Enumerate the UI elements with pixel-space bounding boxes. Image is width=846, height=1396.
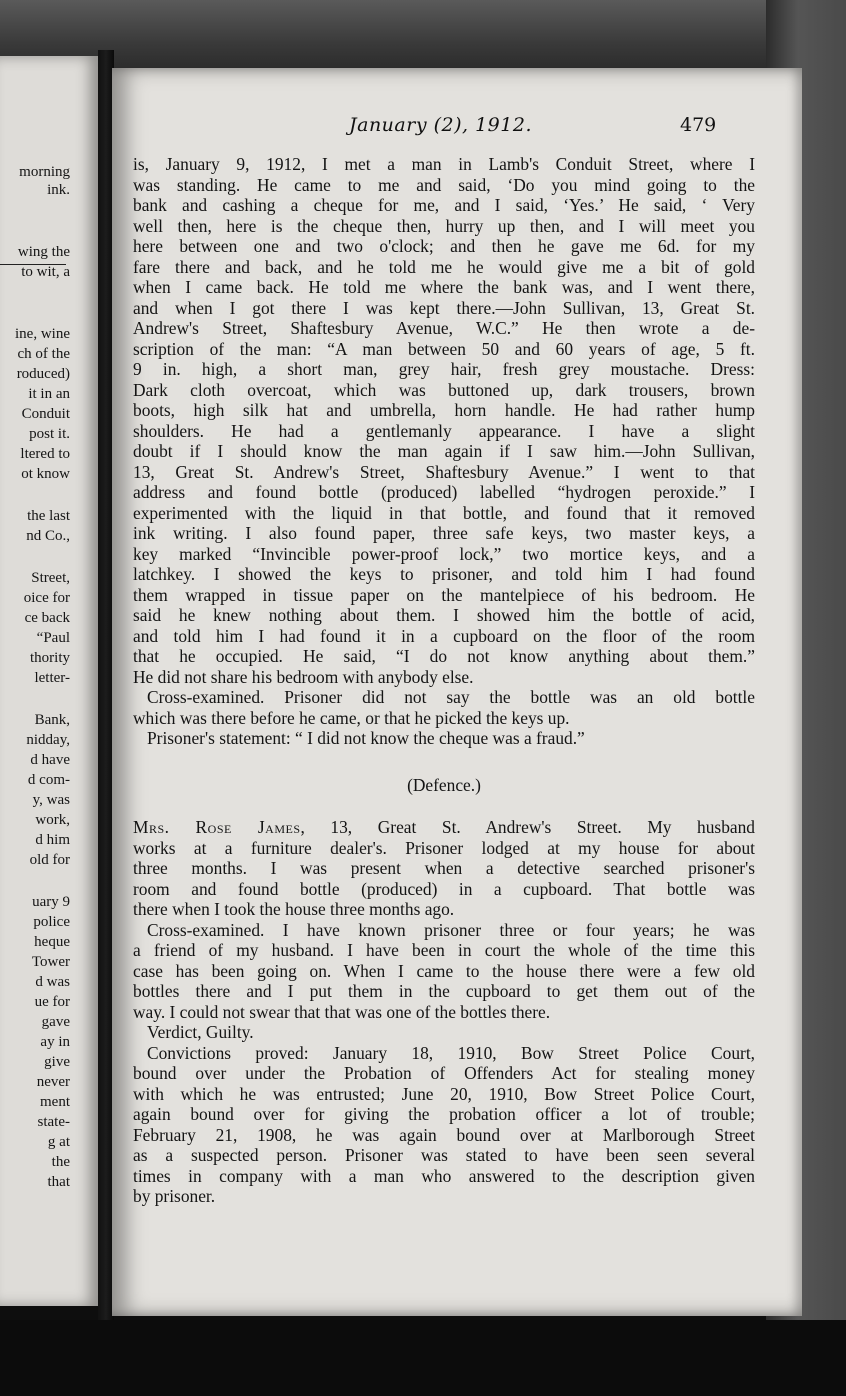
defence-heading: (Defence.): [407, 774, 481, 795]
facing-page-fragment: post it.: [29, 426, 70, 442]
facing-page-fragment: ue for: [34, 994, 70, 1010]
facing-page-fragment: nidday,: [26, 732, 70, 748]
scan-background-top: [0, 0, 846, 72]
running-title: January (2), 1912.: [349, 114, 532, 136]
text-line: boots, high silk hat and umbrella, horn handle. He had rather hump: [133, 400, 755, 420]
text-line: key marked “Invincible power-proof lock,” two mortice keys, and a: [133, 543, 755, 564]
witness-line: [133, 817, 755, 838]
text-line: there when I took the house three months ago.: [133, 899, 455, 919]
scan-background-bottom: [0, 1320, 846, 1396]
text-line: room and found bottle (produced) in a cupboard. That bottle was: [133, 878, 755, 899]
text-line: and when I got there I was kept there.—John Sullivan, 13, Great St.: [133, 297, 755, 318]
facing-page-fragment: give: [44, 1054, 70, 1070]
facing-page-fragment: ot know: [21, 466, 70, 482]
facing-page-fragment: the last: [27, 508, 70, 524]
text-line: bank and cashing a cheque for me, and I said, ‘Yes.’ He said, ‘ Very: [133, 195, 755, 215]
text-line: Prisoner's statement: “ I did not know the cheque was a fraud.”: [147, 728, 585, 748]
text-line: was standing. He came to me and said, ‘Do you mind going to the: [133, 174, 755, 195]
text-line: bottles there and I put them in the cupboard to get them out of the: [133, 981, 755, 1001]
text-line: works at a furniture dealer's. Prisoner lodged at my house for about: [133, 837, 755, 858]
text-line: them wrapped in tissue paper on the mantelpiece of his bedroom. He: [133, 584, 755, 605]
facing-page-fragment: Tower: [31, 954, 70, 970]
facing-page-fragment: d him: [35, 832, 70, 848]
text-line: latchkey. I showed the keys to prisoner, and told him I had found: [133, 564, 755, 584]
facing-page-fragment: Conduit: [21, 406, 70, 422]
text-line: scription of the man: “A man between 50 and 60 years of age, 5 ft.: [133, 338, 755, 359]
text-line: and told him I had found it in a cupboard on the floor of the room: [133, 625, 755, 646]
text-line: well then, here is the cheque then, hurry up then, and I will meet you: [133, 215, 755, 236]
text-line: Cross-examined. Prisoner did not say the bottle was an old bottle: [147, 687, 755, 707]
facing-page-fragment: ine, wine: [15, 326, 70, 342]
text-line: Andrew's Street, Shaftesbury Avenue, W.C.” He then wrote a de-: [133, 318, 755, 338]
facing-page-fragment: thority: [30, 650, 70, 666]
text-line: February 21, 1908, he was again bound over at Marlborough Street: [133, 1124, 755, 1145]
text-line: said he knew nothing about them. I showed him the bottle of acid,: [133, 605, 755, 625]
witness-line-rest: , 13, Great St. Andrew's Street. My husband: [300, 817, 756, 837]
text-line: as a suspected person. Prisoner was stated to have been seen several: [133, 1145, 755, 1165]
facing-page-fragment: Bank,: [34, 712, 70, 728]
facing-page-fragment: old for: [29, 852, 70, 868]
facing-page-fragment: it in an: [28, 386, 70, 402]
facing-page-fragment: ltered to: [20, 446, 70, 462]
facing-page-fragment: d have: [30, 752, 70, 768]
text-line: shoulders. He had a gentlemanly appearance. I have a slight: [133, 420, 755, 441]
text-line: that he occupied. He said, “I do not know anything about them.”: [133, 646, 755, 666]
text-line: Cross-examined. I have known prisoner three or four years; he was: [147, 919, 755, 940]
text-line: here between one and two o'clock; and then he gave me 6d. for my: [133, 236, 755, 256]
facing-page-fragment: ay in: [40, 1034, 70, 1050]
text-line: with which he was entrusted; June 20, 1910, Bow Street Police Court,: [133, 1083, 755, 1104]
text-line: times in company with a man who answered to the description given: [133, 1165, 755, 1186]
text-line: doubt if I should know the man again if I saw him.—John Sullivan,: [133, 441, 755, 461]
text-line: Dark cloth overcoat, which was buttoned up, dark trousers, brown: [133, 379, 755, 400]
witness-name: Mrs. Rose James: [133, 817, 301, 837]
page-number: 479: [680, 114, 717, 136]
text-line: a friend of my husband. I have been in court the whole of the time this: [133, 940, 755, 960]
text-line: bound over under the Probation of Offenders Act for stealing money: [133, 1063, 755, 1083]
text-line: ink writing. I also found paper, three safe keys, two master keys, a: [133, 523, 755, 543]
facing-page-fragment: the: [51, 1154, 70, 1170]
text-line: 13, Great St. Andrew's Street, Shaftesbury Avenue.” I went to that: [133, 461, 755, 482]
facing-page-fragment: morning: [19, 164, 70, 180]
facing-page-fragment: g at: [47, 1134, 70, 1150]
facing-page-fragment: to wit, a: [21, 264, 70, 280]
facing-page-fragment: ce back: [24, 610, 70, 626]
page: [112, 68, 802, 1316]
text-line: address and found bottle (produced) labelled “hydrogen peroxide.” I: [133, 482, 755, 502]
text-line: Verdict, Guilty.: [147, 1022, 254, 1042]
facing-page-fragment: uary 9: [32, 894, 70, 910]
facing-page: [0, 56, 100, 1306]
facing-page-fragment: “Paul: [36, 630, 70, 646]
facing-page-fragment: gave: [41, 1014, 70, 1030]
text-line: case has been going on. When I came to the house there were a few old: [133, 960, 755, 981]
text-line: He did not share his bedroom with anybody else.: [133, 666, 474, 687]
facing-page-fragment: d was: [35, 974, 70, 990]
facing-page-fragment: heque: [34, 934, 70, 950]
facing-page-fragment: oice for: [23, 590, 70, 606]
facing-page-fragment: wing the: [17, 244, 70, 260]
text-line: experimented with the liquid in that bottle, and found that it removed: [133, 502, 755, 523]
text-line: when I came back. He told me where the bank was, and I went there,: [133, 277, 755, 297]
facing-page-fragment: police: [33, 914, 70, 930]
text-line: fare there and back, and he told me he would give me a bit of gold: [133, 256, 755, 277]
facing-page-fragment: roduced): [16, 366, 70, 382]
facing-page-fragment: y, was: [32, 792, 70, 808]
facing-page-fragment: never: [36, 1074, 70, 1090]
body-text: [133, 154, 755, 1207]
facing-page-fragment: ink.: [47, 182, 70, 198]
facing-page-fragment: work,: [35, 812, 70, 828]
facing-page-fragment: letter-: [34, 670, 70, 686]
facing-page-fragment: nd Co.,: [26, 528, 70, 544]
facing-page-fragment: d com-: [27, 772, 70, 788]
facing-page-fragment: ment: [40, 1094, 70, 1110]
facing-page-fragment: ch of the: [17, 346, 70, 362]
running-header: [112, 114, 752, 142]
facing-page-fragment: state-: [37, 1114, 70, 1130]
text-line: way. I could not swear that that was one of the bottles there.: [133, 1001, 551, 1022]
text-line: three months. I was present when a detective searched prisoner's: [133, 858, 755, 878]
facing-page-fragment: Street,: [31, 570, 70, 586]
text-line: by prisoner.: [133, 1186, 216, 1206]
text-line: Convictions proved: January 18, 1910, Bow Street Police Court,: [147, 1042, 755, 1063]
text-line: which was there before he came, or that he picked the keys up.: [133, 707, 570, 728]
text-line: 9 in. high, a short man, grey hair, fresh grey moustache. Dress:: [133, 359, 755, 379]
facing-page-fragment: that: [47, 1174, 70, 1190]
text-line: again bound over for giving the probation officer a lot of trouble;: [133, 1104, 755, 1124]
text-line: is, January 9, 1912, I met a man in Lamb's Conduit Street, where I: [133, 154, 755, 174]
